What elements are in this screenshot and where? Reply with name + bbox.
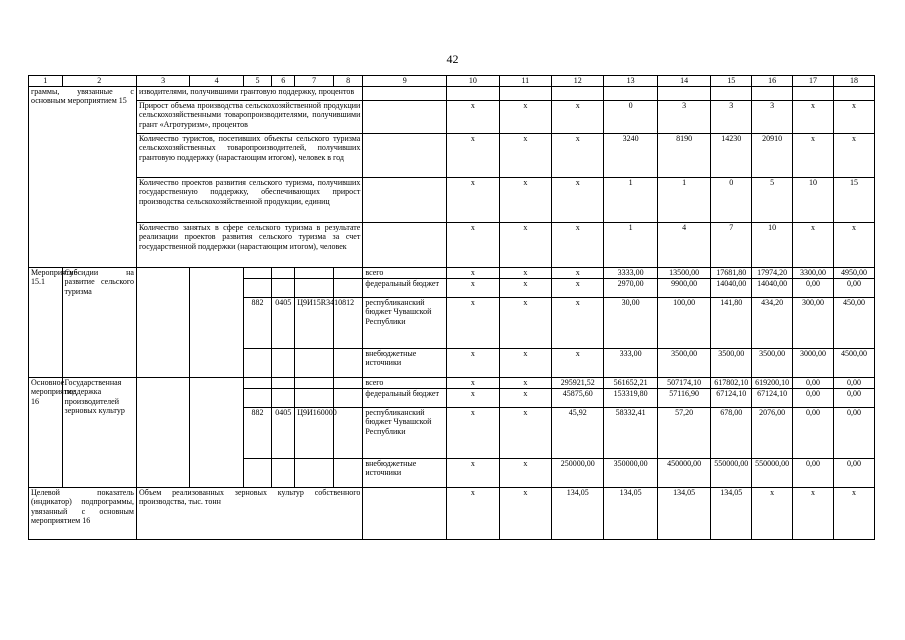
empty-cell: [334, 389, 363, 408]
value-cell: x: [552, 279, 604, 298]
funding-source: республиканский бюджет Чувашской Республики: [363, 298, 447, 349]
column-header: 14: [657, 76, 710, 87]
value-cell: 1: [657, 178, 710, 223]
value-cell: x: [499, 488, 551, 540]
value-cell: 0: [604, 101, 657, 134]
value-cell: 67124,10: [711, 389, 752, 408]
value-cell: x: [833, 488, 874, 540]
value-cell: 15: [833, 178, 874, 223]
value-cell: 0,00: [833, 378, 874, 389]
empty-cell: [295, 268, 334, 279]
value-cell: x: [499, 298, 551, 349]
funding-source: внебюджетные источники: [363, 459, 447, 488]
value-cell: x: [793, 488, 834, 540]
value-cell: x: [552, 268, 604, 279]
value-cell: 100,00: [657, 298, 710, 349]
value-cell: 3500,00: [657, 349, 710, 378]
code-section: 0405: [272, 298, 295, 349]
value-cell: 3000,00: [793, 349, 834, 378]
value-cell: x: [793, 134, 834, 178]
value-cell: 550000,00: [711, 459, 752, 488]
empty-cell: [363, 488, 447, 540]
column-header: 5: [243, 76, 271, 87]
column-header: 7: [295, 76, 334, 87]
indicator-row: [29, 101, 875, 134]
indicator-group-label: граммы, увязанные с основным мероприятием 15: [29, 87, 137, 268]
funding-row: [29, 378, 875, 389]
column-header: 11: [499, 76, 551, 87]
value-cell: x: [447, 223, 499, 268]
value-cell: 134,05: [552, 488, 604, 540]
code-target: Ц9И15R3410: [295, 298, 334, 349]
column-header: 10: [447, 76, 499, 87]
value-cell: 250000,00: [552, 459, 604, 488]
indicator-row: [29, 223, 875, 268]
column-header: 8: [334, 76, 363, 87]
empty-cell: [190, 268, 243, 378]
empty-cell: [363, 223, 447, 268]
value-cell: 4: [657, 223, 710, 268]
value-cell: x: [793, 223, 834, 268]
empty-cell: [272, 378, 295, 389]
value-cell: 0,00: [793, 408, 834, 459]
value-cell: 134,05: [604, 488, 657, 540]
value-cell: 0,00: [793, 389, 834, 408]
value-cell: 45,92: [552, 408, 604, 459]
value-cell: [552, 87, 604, 101]
value-cell: 17974,20: [752, 268, 793, 279]
event-name: Государственная поддержка производителей зерновых культур: [62, 378, 136, 488]
event-label: Основное мероприятие 16: [29, 378, 63, 488]
value-cell: 58332,41: [604, 408, 657, 459]
column-header: 18: [833, 76, 874, 87]
value-cell: 134,05: [711, 488, 752, 540]
program-table: [28, 75, 875, 540]
indicator-group-label: Целевой показатель (индикатор) подпрограммы, увязанный с основным мероприятием 16: [29, 488, 137, 540]
empty-cell: [295, 349, 334, 378]
value-cell: 14040,00: [752, 279, 793, 298]
empty-cell: [136, 378, 189, 488]
code-target: Ц9И160000: [295, 408, 334, 459]
value-cell: 0,00: [833, 279, 874, 298]
empty-cell: [295, 378, 334, 389]
funding-source: федеральный бюджет: [363, 279, 447, 298]
value-cell: 333,00: [604, 349, 657, 378]
code-section: 0405: [272, 408, 295, 459]
value-cell: 141,80: [711, 298, 752, 349]
column-header: 17: [793, 76, 834, 87]
column-header: 13: [604, 76, 657, 87]
value-cell: [657, 87, 710, 101]
value-cell: [499, 87, 551, 101]
value-cell: 3240: [604, 134, 657, 178]
value-cell: x: [447, 279, 499, 298]
empty-cell: [363, 134, 447, 178]
indicator-text: Количество занятых в сфере сельского туризма в результате реализации проектов развития сельского туризма за счет государственной поддержки (нарастающим итогом), человек: [136, 223, 362, 268]
value-cell: 617802,10: [711, 378, 752, 389]
empty-cell: [295, 459, 334, 488]
value-cell: x: [499, 178, 551, 223]
value-cell: 3333,00: [604, 268, 657, 279]
value-cell: x: [552, 178, 604, 223]
value-cell: 17681,80: [711, 268, 752, 279]
empty-cell: [272, 389, 295, 408]
value-cell: 300,00: [793, 298, 834, 349]
event-label: Мероприятие 15.1: [29, 268, 63, 378]
code-grbs: 882: [243, 298, 271, 349]
empty-cell: [363, 178, 447, 223]
value-cell: x: [499, 408, 551, 459]
value-cell: x: [499, 279, 551, 298]
funding-source: всего: [363, 268, 447, 279]
empty-cell: [136, 268, 189, 378]
value-cell: [447, 87, 499, 101]
value-cell: x: [499, 268, 551, 279]
value-cell: 57,20: [657, 408, 710, 459]
value-cell: 9900,00: [657, 279, 710, 298]
value-cell: x: [793, 101, 834, 134]
empty-cell: [272, 268, 295, 279]
value-cell: 678,00: [711, 408, 752, 459]
empty-cell: [243, 279, 271, 298]
value-cell: 3500,00: [752, 349, 793, 378]
empty-cell: [363, 101, 447, 134]
value-cell: 550000,00: [752, 459, 793, 488]
value-cell: x: [552, 134, 604, 178]
value-cell: 0: [711, 178, 752, 223]
column-header: 1: [29, 76, 63, 87]
empty-cell: [243, 459, 271, 488]
funding-source: республиканский бюджет Чувашской Республики: [363, 408, 447, 459]
value-cell: [793, 87, 834, 101]
value-cell: 134,05: [657, 488, 710, 540]
value-cell: x: [447, 178, 499, 223]
code-grbs: 882: [243, 408, 271, 459]
empty-cell: [334, 378, 363, 389]
value-cell: 2076,00: [752, 408, 793, 459]
value-cell: [752, 87, 793, 101]
value-cell: 13500,00: [657, 268, 710, 279]
value-cell: 0,00: [793, 279, 834, 298]
value-cell: x: [447, 101, 499, 134]
value-cell: x: [833, 223, 874, 268]
value-cell: 450,00: [833, 298, 874, 349]
value-cell: x: [447, 378, 499, 389]
indicator-row: [29, 87, 875, 101]
value-cell: 4500,00: [833, 349, 874, 378]
value-cell: 30,00: [604, 298, 657, 349]
value-cell: 67124,10: [752, 389, 793, 408]
value-cell: 3: [752, 101, 793, 134]
value-cell: 619200,10: [752, 378, 793, 389]
value-cell: 3: [711, 101, 752, 134]
empty-cell: [295, 389, 334, 408]
value-cell: 14230: [711, 134, 752, 178]
empty-cell: [243, 349, 271, 378]
code-expense: [334, 408, 363, 459]
value-cell: 14040,00: [711, 279, 752, 298]
value-cell: 0,00: [833, 389, 874, 408]
event-name: Субсидии на развитие сельского туризма: [62, 268, 136, 378]
value-cell: x: [499, 349, 551, 378]
value-cell: 0,00: [833, 459, 874, 488]
value-cell: x: [552, 349, 604, 378]
indicator-text: Прирост объема производства сельскохозяйственной продукции сельскохозяйственными товаропроизводителями, получившими грант «Агротуризм», процентов: [136, 101, 362, 134]
column-header: 4: [190, 76, 243, 87]
value-cell: x: [447, 349, 499, 378]
value-cell: [711, 87, 752, 101]
value-cell: 3300,00: [793, 268, 834, 279]
value-cell: 1: [604, 223, 657, 268]
empty-cell: [243, 378, 271, 389]
empty-cell: [363, 87, 447, 101]
value-cell: 507174,10: [657, 378, 710, 389]
value-cell: 10: [752, 223, 793, 268]
value-cell: 20910: [752, 134, 793, 178]
value-cell: 45875,60: [552, 389, 604, 408]
column-header: 3: [136, 76, 189, 87]
funding-source: федеральный бюджет: [363, 389, 447, 408]
funding-row: [29, 268, 875, 279]
empty-cell: [272, 349, 295, 378]
value-cell: 295921,52: [552, 378, 604, 389]
value-cell: [604, 87, 657, 101]
empty-cell: [334, 268, 363, 279]
value-cell: x: [499, 134, 551, 178]
empty-cell: [334, 459, 363, 488]
empty-cell: [272, 279, 295, 298]
value-cell: x: [833, 134, 874, 178]
indicator-text: Объем реализованных зерновых культур собственного производства, тыс. тонн: [136, 488, 362, 540]
page-number: 42: [446, 52, 459, 66]
value-cell: x: [552, 101, 604, 134]
code-expense: 812: [334, 298, 363, 349]
value-cell: x: [499, 389, 551, 408]
value-cell: 0,00: [793, 378, 834, 389]
value-cell: 4950,00: [833, 268, 874, 279]
value-cell: 3500,00: [711, 349, 752, 378]
value-cell: 434,20: [752, 298, 793, 349]
value-cell: 153319,80: [604, 389, 657, 408]
value-cell: 2970,00: [604, 279, 657, 298]
value-cell: x: [447, 459, 499, 488]
header-row: [29, 76, 875, 87]
value-cell: x: [447, 488, 499, 540]
funding-source: внебюджетные источники: [363, 349, 447, 378]
value-cell: x: [447, 298, 499, 349]
value-cell: x: [499, 459, 551, 488]
value-cell: x: [499, 223, 551, 268]
value-cell: 7: [711, 223, 752, 268]
empty-cell: [295, 279, 334, 298]
value-cell: x: [499, 101, 551, 134]
value-cell: x: [833, 101, 874, 134]
value-cell: x: [447, 268, 499, 279]
value-cell: 1: [604, 178, 657, 223]
value-cell: [833, 87, 874, 101]
value-cell: x: [552, 298, 604, 349]
indicator-text: изводителями, получившими грантовую поддержку, процентов: [136, 87, 362, 101]
column-header: 2: [62, 76, 136, 87]
indicator-row: [29, 178, 875, 223]
value-cell: 350000,00: [604, 459, 657, 488]
value-cell: x: [447, 408, 499, 459]
value-cell: 10: [793, 178, 834, 223]
value-cell: 57116,90: [657, 389, 710, 408]
empty-cell: [334, 349, 363, 378]
value-cell: x: [552, 223, 604, 268]
value-cell: 5: [752, 178, 793, 223]
indicator-text: Количество проектов развития сельского туризма, получивших государственную поддержку, обеспечивающих прирост производства сельскохозяйственной продукции, единиц: [136, 178, 362, 223]
value-cell: 0,00: [833, 408, 874, 459]
value-cell: x: [447, 389, 499, 408]
indicator-row: [29, 488, 875, 540]
value-cell: x: [752, 488, 793, 540]
value-cell: 8190: [657, 134, 710, 178]
column-header: 16: [752, 76, 793, 87]
column-header: 12: [552, 76, 604, 87]
column-header: 9: [363, 76, 447, 87]
column-header: 6: [272, 76, 295, 87]
indicator-row: [29, 134, 875, 178]
value-cell: x: [499, 378, 551, 389]
value-cell: 3: [657, 101, 710, 134]
value-cell: 450000,00: [657, 459, 710, 488]
empty-cell: [243, 268, 271, 279]
indicator-text: Количество туристов, посетивших объекты сельского туризма сельскохозяйственных товаропроизводителей, получивших грантовую поддержку (нарастающим итогом), человек в год: [136, 134, 362, 178]
empty-cell: [190, 378, 243, 488]
value-cell: x: [447, 134, 499, 178]
value-cell: 561652,21: [604, 378, 657, 389]
value-cell: 0,00: [793, 459, 834, 488]
empty-cell: [334, 279, 363, 298]
funding-source: всего: [363, 378, 447, 389]
empty-cell: [243, 389, 271, 408]
column-header: 15: [711, 76, 752, 87]
empty-cell: [272, 459, 295, 488]
